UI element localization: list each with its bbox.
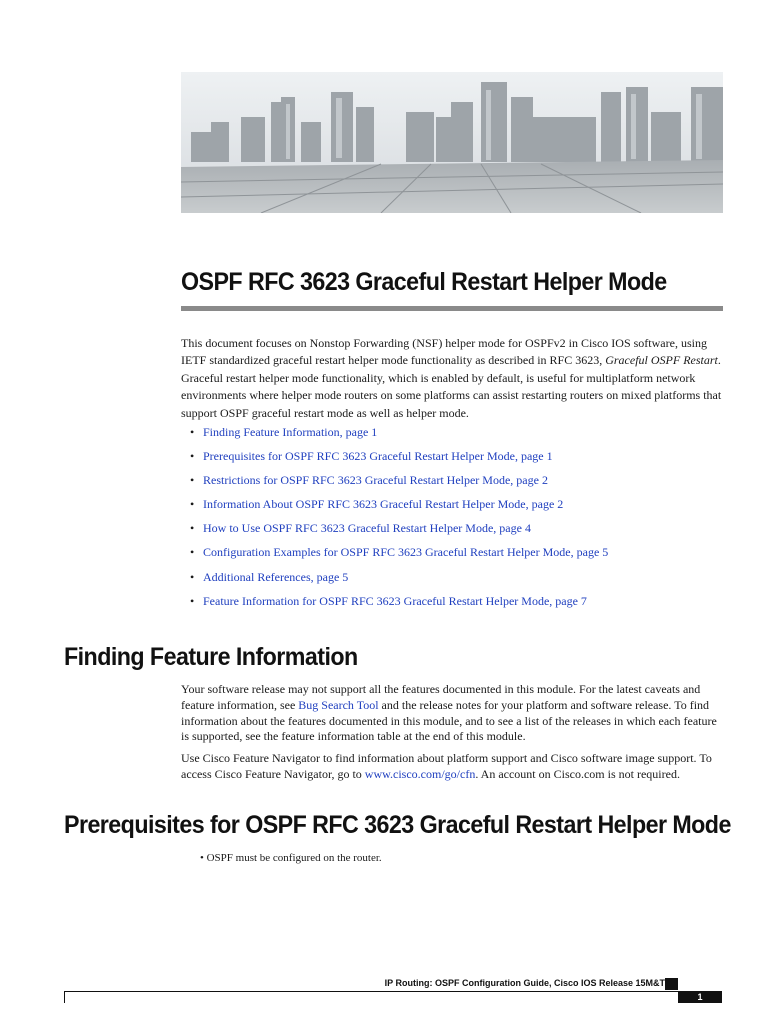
footer-guide-title: IP Routing: OSPF Configuration Guide, Cisco IOS Release 15M&T (384, 978, 665, 988)
toc-bullet: • (190, 545, 195, 560)
footer-marker (665, 978, 678, 990)
toc-list (190, 424, 608, 617)
toc-bullet: • (190, 425, 195, 439)
toc-item (190, 569, 608, 593)
bug-search-tool-link[interactable]: Bug Search Tool (298, 697, 379, 712)
heading-prerequisites: Prerequisites for OSPF RFC 3623 Graceful Restart Helper Mode (64, 811, 731, 839)
intro-text-2: . Graceful restart helper mode functionality, which is enabled by default, is useful for multiplatform network environments where helper mode routers on some platforms can assist restarting routers on mixed platforms that support OSPF graceful restart mode as well as helper mode. (181, 353, 722, 420)
page-number: 1 (678, 991, 722, 1003)
finding-text-2a: Use Cisco Feature Navigator to find information about platform support and Cisco software image support. To access Cisco Feature Navigator, go to (181, 751, 712, 781)
finding-text-1a: Your software release may not support all the features documented in this module. For the latest caveats and feature information, see (181, 682, 701, 712)
toc-link-additional-references[interactable]: Additional References, page 5 (203, 569, 349, 584)
toc-link-how-to-use[interactable]: How to Use OSPF RFC 3623 Graceful Restart Helper Mode, page 4 (203, 521, 531, 536)
title-rule (181, 306, 723, 311)
intro-text-1: This document focuses on Nonstop Forwarding (NSF) helper mode for OSPFv2 in Cisco IOS software, using IETF standardized graceful restart helper mode functionality as described in RFC 3623, (181, 336, 707, 368)
toc-bullet: • (190, 521, 195, 536)
toc-link-restrictions[interactable]: Restrictions for OSPF RFC 3623 Graceful Restart Helper Mode, page 2 (203, 473, 548, 488)
toc-bullet: • (190, 497, 195, 512)
finding-paragraph-1 (181, 682, 726, 745)
toc-bullet: • (190, 569, 195, 584)
finding-text-2b: . An account on Cisco.com is not required. (475, 766, 680, 781)
intro-paragraph (181, 335, 726, 422)
toc-link-prerequisites[interactable]: Prerequisites for OSPF RFC 3623 Graceful Restart Helper Mode, page 1 (203, 449, 553, 464)
header-cityscape-image (181, 72, 723, 213)
footer-tick (64, 991, 65, 1003)
toc-bullet: • (190, 593, 195, 608)
prerequisite-item: • OSPF must be configured on the router. (200, 852, 382, 864)
toc-item (190, 472, 608, 496)
heading-finding-feature-information: Finding Feature Information (64, 643, 358, 671)
footer-rule (64, 991, 678, 992)
toc-bullet: • (190, 449, 195, 464)
toc-bullet: • (190, 473, 195, 488)
intro-italic-title: Graceful OSPF Restart (605, 353, 718, 368)
toc-item (190, 496, 608, 520)
toc-link-finding-feature-information[interactable]: Finding Feature Information, page 1 (203, 425, 378, 439)
toc-item (190, 520, 608, 544)
toc-item (190, 544, 608, 568)
document-title: OSPF RFC 3623 Graceful Restart Helper Mode (181, 268, 667, 296)
toc-item (190, 448, 608, 472)
cisco-feature-navigator-link[interactable]: www.cisco.com/go/cfn (364, 766, 476, 781)
toc-item (190, 424, 608, 448)
toc-link-feature-information[interactable]: Feature Information for OSPF RFC 3623 Graceful Restart Helper Mode, page 7 (203, 593, 587, 608)
finding-paragraph-2 (181, 751, 726, 783)
toc-link-configuration-examples[interactable]: Configuration Examples for OSPF RFC 3623 Graceful Restart Helper Mode, page 5 (203, 545, 609, 560)
toc-item (190, 593, 608, 617)
finding-text-1b: and the release notes for your platform and software release. To find information about the features documented in this module, and to see a list of the releases in which each feature is supported, see the feature information table at the end of this module. (181, 697, 717, 744)
toc-link-information-about[interactable]: Information About OSPF RFC 3623 Graceful Restart Helper Mode, page 2 (203, 497, 564, 512)
